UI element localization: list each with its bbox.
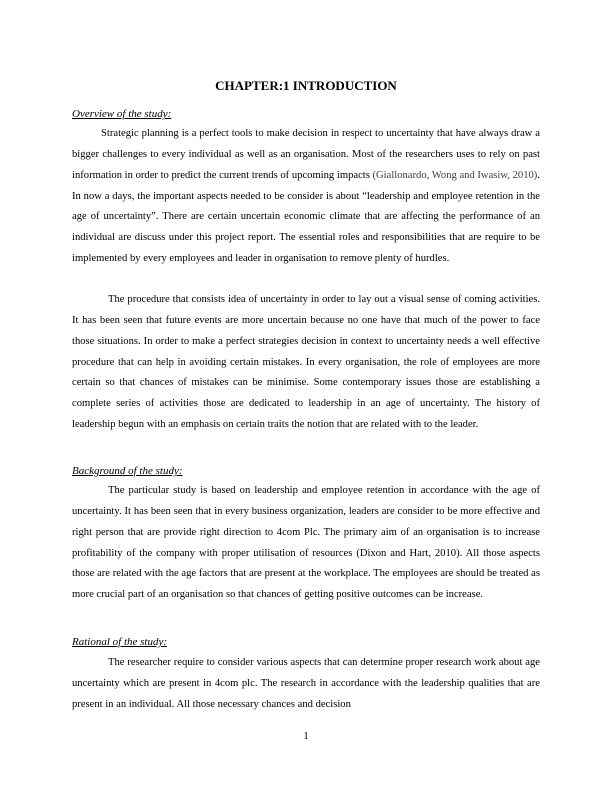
section-heading-background: Background of the study: xyxy=(72,465,183,477)
paragraph-overview-1 xyxy=(72,124,540,270)
section-heading-overview: Overview of the study: xyxy=(72,108,172,120)
paragraph-text: . In now a days, the important aspects needed to be consider is about “leadership and employee retention in the age of uncertainty”. There are certain uncertain economic climate that are affecting the performance of an individual are discuss under this project report. The essential roles and responsibilities that are require to be implemented by every employees and leader in organisation to remove plenty of hurdles. xyxy=(72,169,540,265)
paragraph-text: Strategic planning is a perfect tools to make decision in respect to uncertainty that have always draw a bigger challenges to every individual as well as an organisation. Most of the researchers uses to rely on past information in order to predict the current trends of upcoming impacts xyxy=(72,128,540,181)
section-heading-rational: Rational of the study: xyxy=(72,636,168,648)
paragraph-background-1: The particular study is based on leadership and employee retention in accordance with the age of uncertainty. It has been seen that in every business organization, leaders are consider to be more effective and right person that are provide right direction to 4com Plc. The primary aim of an organisation is to increase profitability of the company with proper utilisation of resources (Dixon and Hart, 2010). All those aspects those are related with the age factors that are present at the workplace. The employees are should be treated as more crucial part of an organisation so that chances of getting positive outcomes can be increase. xyxy=(72,485,540,601)
citation: (Giallonardo, Wong and Iwasiw, 2010) xyxy=(372,169,538,181)
paragraph-rational-1: The researcher require to consider various aspects that can determine proper research work about age uncertainty which are present in 4com plc. The research in accordance with the leadership qualities that are present in an individual. All those necessary chances and decision xyxy=(72,657,540,710)
chapter-title: CHAPTER:1 INTRODUCTION xyxy=(215,78,397,93)
page-number: 1 xyxy=(303,730,309,742)
paragraph-overview-2: The procedure that consists idea of uncertainty in order to lay out a visual sense of coming activities. It has been seen that future events are more uncertain because no one have that much of the power to face those situations. In order to make a perfect strategies decision in context to uncertainty needs a well effective procedure that can help in avoiding certain mistakes. In every organisation, the role of employees are more certain so that chances of mistakes can be minimise. Some contemporary issues those are establishing a complete series of activities those are dedicated to leadership in an age of uncertainty. The history of leadership begun with an emphasis on certain traits the notion that are related with to the leader. xyxy=(72,294,540,431)
